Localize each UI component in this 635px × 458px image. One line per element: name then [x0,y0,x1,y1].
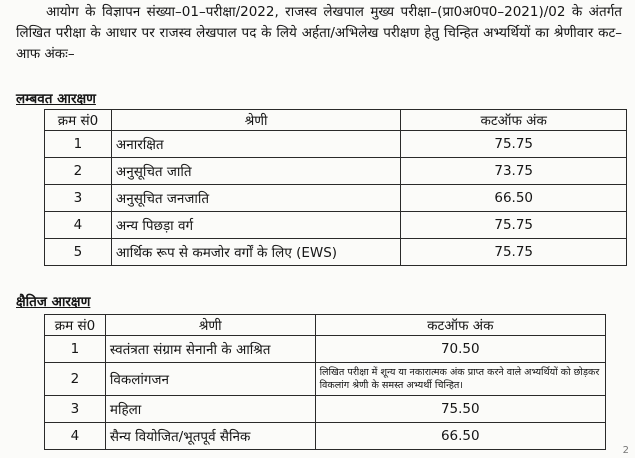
cutoff-cell: 70.50 [315,336,605,363]
vertical-cutoff-table [44,109,627,266]
vertical-reservation-heading: लम्बवत आरक्षण [16,91,96,107]
cutoff-cell: 73.75 [401,158,627,185]
serial-cell: 3 [45,396,106,423]
header-serial: क्रम सं0 [45,315,106,336]
intro-paragraph [16,2,622,65]
table-header-row [45,110,627,131]
category-cell: सैन्य वियोजित/भूतपूर्व सैनिक [105,423,315,450]
table-row [45,212,627,239]
serial-cell: 1 [45,131,112,158]
category-cell: विकलांगजन [105,363,315,396]
serial-cell: 2 [45,363,106,396]
serial-cell: 4 [45,423,106,450]
table-row [45,423,606,450]
table-row [45,363,606,396]
serial-cell: 3 [45,185,112,212]
cutoff-cell: 66.50 [315,423,605,450]
table-row [45,158,627,185]
category-cell: आर्थिक रूप से कमजोर वर्गों के लिए (EWS) [111,239,400,266]
category-cell: अनुसूचित जनजाति [111,185,400,212]
serial-cell: 1 [45,336,106,363]
horizontal-cutoff-table [44,314,606,450]
table-row [45,185,627,212]
page-number: 2 [622,445,629,456]
category-cell: अनुसूचित जाति [111,158,400,185]
cutoff-cell: 75.50 [315,396,605,423]
cutoff-cell: 75.75 [401,239,627,266]
category-cell: अनारक्षित [111,131,400,158]
serial-cell: 2 [45,158,112,185]
horizontal-reservation-heading: क्षैतिज आरक्षण [16,294,91,310]
table-row [45,239,627,266]
cutoff-cell: 75.75 [401,212,627,239]
header-serial: क्रम सं0 [45,110,112,131]
cutoff-cell: 66.50 [401,185,627,212]
category-cell: स्वतंत्रता संग्राम सेनानी के आश्रित [105,336,315,363]
cutoff-note-cell: लिखित परीक्षा में शून्य या नकारात्मक अंक प्राप्त करने वाले अभ्यर्थियों को छोड़कर विकलांग श्रेणी के समस्त अभ्यर्थी चिन्हित। [315,363,605,396]
header-category: श्रेणी [105,315,315,336]
category-cell: महिला [105,396,315,423]
header-cutoff: कटऑफ अंक [315,315,605,336]
category-cell: अन्य पिछड़ा वर्ग [111,212,400,239]
intro-text: आयोग के विज्ञापन संख्या–01–परीक्षा/2022, राजस्व लेखपाल मुख्य परीक्षा–(प्रा0अ0प0–2021)/02 के अंतर्गत लिखित परीक्षा के आधार पर राजस्व लेखपाल पद के लिये अर्हता/अभिलेख परीक्षण हेतु चिन्हित अभ्यर्थियों का श्रेणीवार कट–आफ अंकः– [16,4,622,62]
table-row [45,396,606,423]
header-cutoff: कटऑफ अंक [401,110,627,131]
table-row [45,131,627,158]
serial-cell: 5 [45,239,112,266]
table-header-row [45,315,606,336]
table-row [45,336,606,363]
serial-cell: 4 [45,212,112,239]
cutoff-cell: 75.75 [401,131,627,158]
header-category: श्रेणी [111,110,400,131]
